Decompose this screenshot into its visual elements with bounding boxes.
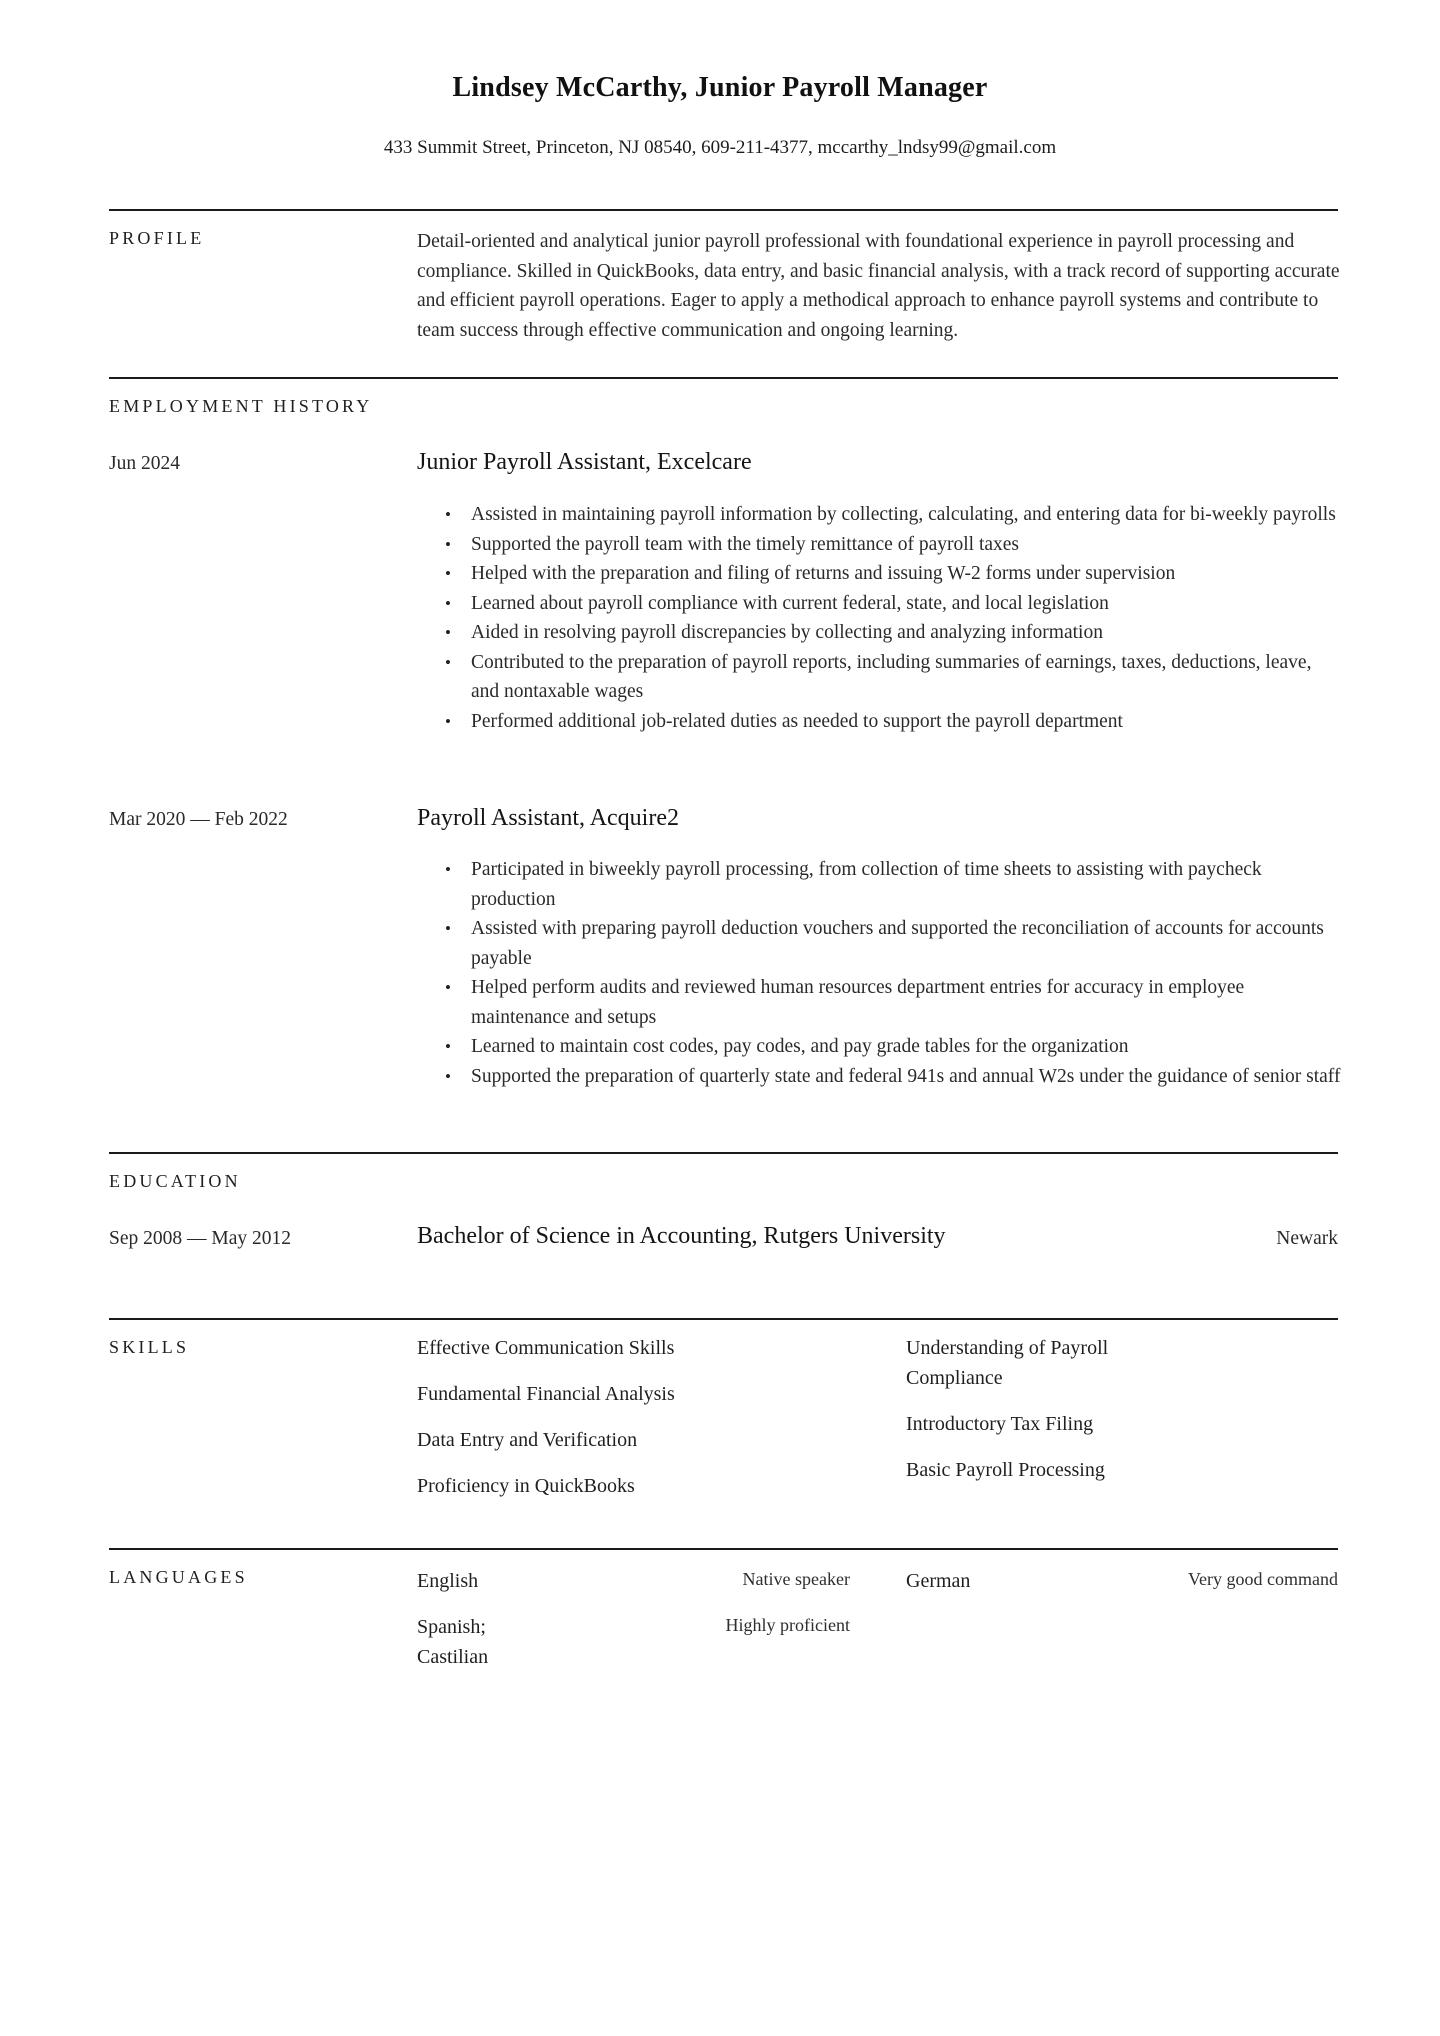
section-title-employment: EMPLOYMENT HISTORY	[109, 396, 373, 416]
duty-item: • Assisted in maintaining payroll information by collecting, calculating, and entering data for bi-weekly payrolls	[417, 500, 1342, 530]
section-title-education: EDUCATION	[109, 1171, 241, 1191]
duty-item: • Helped with the preparation and filing of returns and issuing W-2 forms under supervision	[417, 559, 1342, 589]
language-level: Native speaker	[742, 1569, 850, 1589]
divider-skills	[109, 1318, 1338, 1320]
skill-item: Basic Payroll Processing	[906, 1459, 1105, 1481]
language-level: Very good command	[1188, 1569, 1338, 1589]
duty-item: • Learned about payroll compliance with current federal, state, and local legislation	[417, 589, 1342, 619]
skill-item: Proficiency in QuickBooks	[417, 1475, 635, 1497]
job-date: Mar 2020 — Feb 2022	[109, 809, 288, 830]
duty-item: • Contributed to the preparation of payroll reports, including summaries of earnings, taxes, deductions, leave, and nontaxable wages	[417, 648, 1342, 707]
divider-profile	[109, 209, 1338, 211]
duty-item: • Learned to maintain cost codes, pay codes, and pay grade tables for the organization	[417, 1032, 1342, 1062]
skill-item: Data Entry and Verification	[417, 1429, 638, 1451]
skill-item: Understanding of Payroll Compliance	[906, 1337, 1109, 1389]
job-date: Jun 2024	[109, 453, 180, 474]
duty-item: • Supported the payroll team with the timely remittance of payroll taxes	[417, 530, 1342, 560]
language-name: English	[417, 1570, 479, 1592]
duty-item: • Participated in biweekly payroll processing, from collection of time sheets to assisting with paycheck production	[417, 855, 1342, 914]
skill-item: Fundamental Financial Analysis	[417, 1383, 675, 1405]
section-title-skills: SKILLS	[109, 1337, 190, 1357]
language-name: Spanish; Castilian	[417, 1616, 489, 1668]
job-title: Junior Payroll Assistant, Excelcare	[417, 449, 752, 475]
duty-item: • Supported the preparation of quarterly state and federal 941s and annual W2s under the guidance of senior staff	[417, 1062, 1342, 1092]
duty-item: • Assisted with preparing payroll deduction vouchers and supported the reconciliation of accounts for accounts payable	[417, 914, 1342, 973]
section-title-profile: PROFILE	[109, 228, 205, 248]
job-duties-list	[417, 855, 1342, 1091]
divider-employment	[109, 377, 1338, 379]
job-duties-list	[417, 500, 1342, 736]
education-date: Sep 2008 — May 2012	[109, 1228, 291, 1249]
skill-item: Effective Communication Skills	[417, 1337, 675, 1359]
divider-education	[109, 1152, 1338, 1154]
language-name: German	[906, 1570, 971, 1592]
degree-title: Bachelor of Science in Accounting, Rutgers University	[417, 1223, 946, 1249]
candidate-name: Lindsey McCarthy, Junior Payroll Manager	[452, 72, 988, 103]
education-location: Newark	[1276, 1228, 1338, 1249]
duty-item: • Performed additional job-related duties as needed to support the payroll department	[417, 707, 1342, 737]
profile-summary: Detail-oriented and analytical junior payroll professional with foundational experience in payroll processing and compliance. Skilled in QuickBooks, data entry, and basic financial analysis, with a track record of supporting accurate and efficient payroll operations. Eager to apply a methodical approach to enhance payroll systems and contribute to team success through effective communication and ongoing learning.	[417, 231, 1340, 341]
contact-line: 433 Summit Street, Princeton, NJ 08540, 609-211-4377, mccarthy_lndsy99@gmail.com	[383, 137, 1057, 158]
duty-item: • Helped perform audits and reviewed human resources department entries for accuracy in employee maintenance and setups	[417, 973, 1342, 1032]
divider-languages	[109, 1548, 1338, 1550]
job-title: Payroll Assistant, Acquire2	[417, 805, 679, 831]
section-title-languages: LANGUAGES	[109, 1567, 248, 1587]
skill-item: Introductory Tax Filing	[906, 1413, 1094, 1435]
duty-item: • Aided in resolving payroll discrepancies by collecting and analyzing information	[417, 618, 1342, 648]
language-level: Highly proficient	[725, 1615, 850, 1635]
